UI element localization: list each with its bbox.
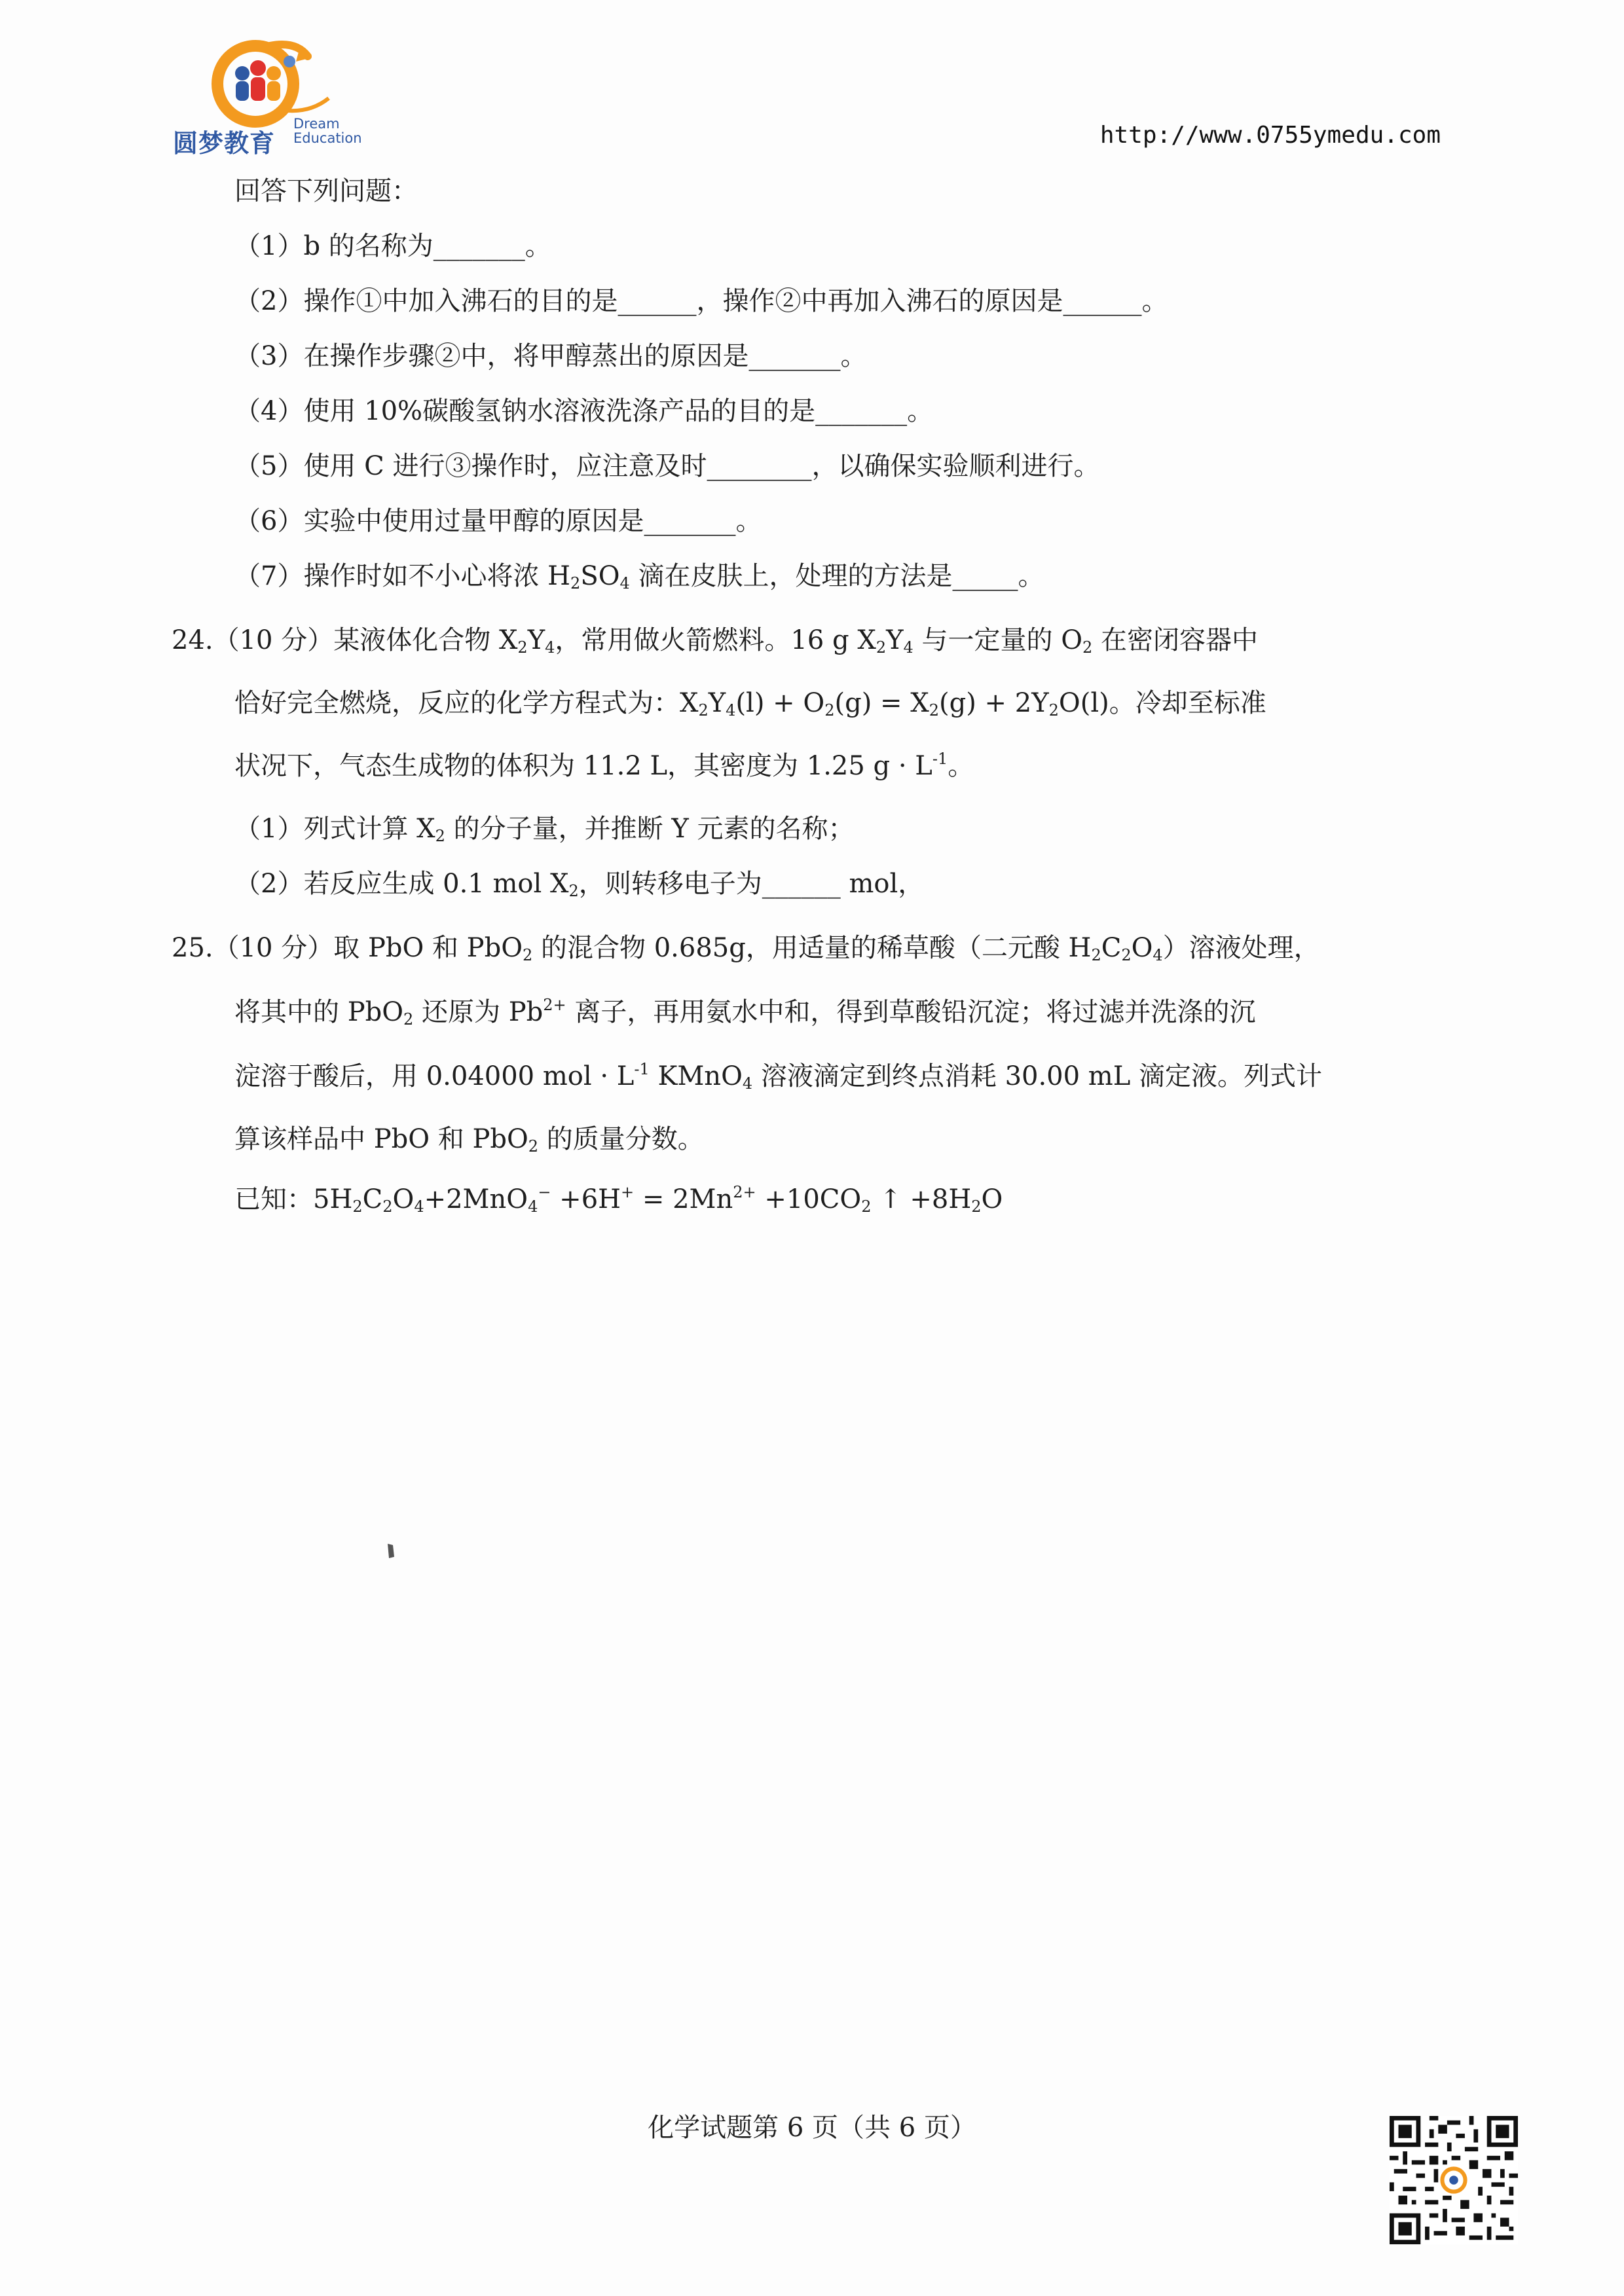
header-url[interactable]: http://www.0755ymedu.com: [1099, 122, 1441, 149]
q24-stem-line-1: 24.（10 分）某液体化合物 $X_2Y_4$，常用做火箭燃料。16 g $X_2Y_4$ 与一定量的 $O_2$ 在密闭容器中: [172, 625, 1259, 657]
intro-line: 回答下列问题：: [234, 176, 418, 206]
q25-given-equation: 已知：$5H_2C_2O_4+2MnO_4^- +6H^+ = 2Mn^{2+} +10CO_2$ ↑ $+8H_2O$: [234, 1183, 1003, 1216]
logo-english-line-2: Education: [293, 130, 362, 146]
q23-part-2: （2）操作①中加入沸石的目的是______，操作②中再加入沸石的原因是______。: [234, 286, 1168, 316]
q23-part-1: （1）b 的名称为_______。: [234, 231, 551, 261]
q24-stem-line-2: 恰好完全燃烧，反应的化学方程式为：$X_2Y_4(l) + O_2(g) = X_2(g) + 2Y_2O(l)$。冷却至标准: [234, 688, 1266, 720]
q25-stem-line-1: 25.（10 分）取 PbO 和 PbO$_2$ 的混合物 0.685g，用适量的稀草酸（二元酸 $H_2C_2O_4$）溶液处理，: [172, 933, 1320, 964]
q25-stem-line-4: 算该样品中 PbO 和 PbO$_2$ 的质量分数。: [234, 1124, 704, 1156]
logo-chinese-name: 圆梦教育: [173, 129, 276, 158]
q24-stem-line-3: 状况下，气态生成物的体积为 11.2 L，其密度为 1.25 $g \cdot L^{-1}$。: [234, 750, 974, 781]
q23-part-5: （5）使用 C 进行③操作时，应注意及时________，以确保实验顺利进行。: [234, 451, 1100, 481]
page-footer: 化学试题第 6 页（共 6 页）: [648, 2113, 976, 2143]
q23-part-7: （7）操作时如不小心将浓 $H_2SO_4$ 滴在皮肤上，处理的方法是_____。: [234, 561, 1044, 592]
q23-part-6: （6）实验中使用过量甲醇的原因是_______。: [234, 506, 762, 536]
q23-part-4: （4）使用 10%碳酸氢钠水溶液洗涤产品的目的是_______。: [234, 396, 934, 426]
q24-part-1: （1）列式计算 $X_2$ 的分子量，并推断 Y 元素的名称；: [234, 814, 855, 845]
scan-speck: [386, 1542, 396, 1559]
logo-english-name: [293, 117, 362, 145]
qr-code-icon[interactable]: [1390, 2116, 1518, 2244]
q23-part-3: （3）在操作步骤②中，将甲醇蒸出的原因是_______。: [234, 341, 867, 371]
q25-stem-line-3: 淀溶于酸后，用 0.04000 mol · $L^{-1}$ KMnO$_4$ 溶液滴定到终点消耗 30.00 mL 滴定液。列式计: [234, 1060, 1323, 1093]
q25-stem-line-2: 将其中的 PbO$_2$ 还原为 $Pb^{2+}$ 离子，再用氨水中和，得到草酸铅沉淀；将过滤并洗涤的沉: [234, 996, 1256, 1029]
logo-english-line-1: Dream: [293, 116, 340, 132]
q24-part-2: （2）若反应生成 0.1 mol $X_2$，则转移电子为______ mol，: [234, 869, 925, 900]
